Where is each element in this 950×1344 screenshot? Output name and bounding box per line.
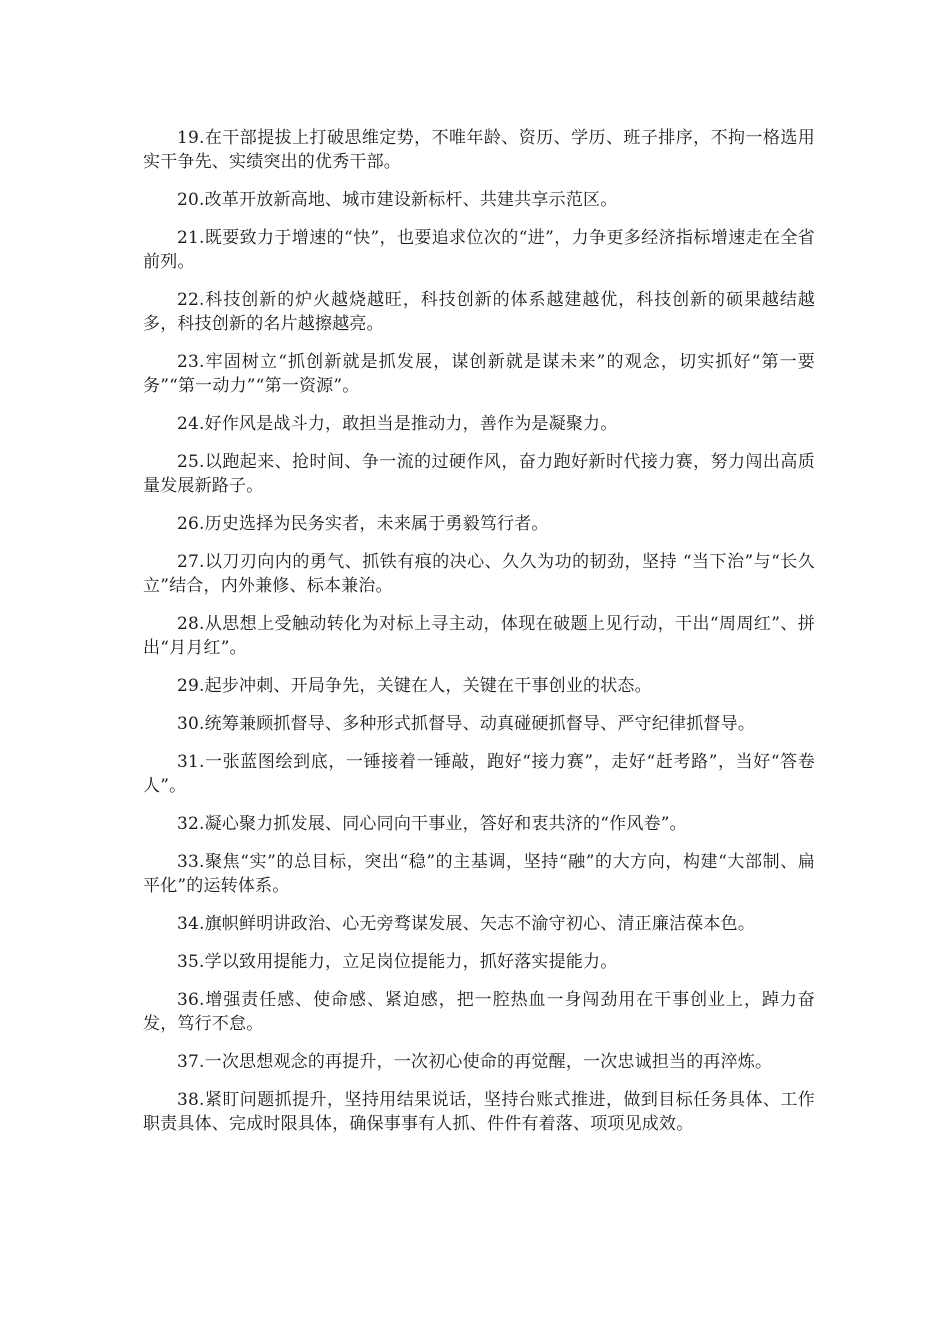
paragraph-27: 27.以刀刃向内的勇气、抓铁有痕的决心、久久为功的韧劲，坚持 “当下治”与“长久立”结合，内外兼修、标本兼治。 xyxy=(143,552,815,596)
paragraph-22: 22.科技创新的炉火越烧越旺，科技创新的体系越建越优，科技创新的硕果越结越多，科技创新的名片越擦越亮。 xyxy=(143,290,815,334)
paragraph-19: 19.在干部提拔上打破思维定势，不唯年龄、资历、学历、班子排序，不拘一格选用实干争先、实绩突出的优秀干部。 xyxy=(143,128,815,172)
paragraph-23: 23.牢固树立“抓创新就是抓发展，谋创新就是谋未来”的观念，切实抓好“第一要务”“第一动力”“第一资源”。 xyxy=(143,352,815,396)
paragraph-29: 29.起步冲刺、开局争先，关键在人，关键在干事创业的状态。 xyxy=(177,676,652,696)
paragraph-36: 36.增强责任感、使命感、紧迫感，把一腔热血一身闯劲用在干事创业上，踔力奋发，笃行不怠。 xyxy=(143,990,815,1034)
paragraph-28: 28.从思想上受触动转化为对标上寻主动，体现在破题上见行动，干出“周周红”、拼出“月月红”。 xyxy=(143,614,815,658)
paragraph-24: 24.好作风是战斗力，敢担当是推动力，善作为是凝聚力。 xyxy=(177,414,618,434)
paragraph-31: 31.一张蓝图绘到底，一锤接着一锤敲，跑好“接力赛”，走好“赶考路”，当好“答卷人”。 xyxy=(143,752,815,796)
paragraph-33: 33.聚焦“实”的总目标，突出“稳”的主基调，坚持“融”的大方向，构建“大部制、扁平化”的运转体系。 xyxy=(143,852,815,896)
paragraph-30: 30.统筹兼顾抓督导、多种形式抓督导、动真碰硬抓督导、严守纪律抓督导。 xyxy=(177,714,756,734)
paragraph-20: 20.改革开放新高地、城市建设新标杆、共建共享示范区。 xyxy=(177,190,618,210)
paragraph-26: 26.历史选择为民务实者，未来属于勇毅笃行者。 xyxy=(177,514,549,534)
paragraph-32: 32.凝心聚力抓发展、同心同向干事业，答好和衷共济的“作风卷”。 xyxy=(177,814,687,834)
document-page xyxy=(143,126,815,1150)
paragraph-37: 37.一次思想观念的再提升，一次初心使命的再觉醒，一次忠诚担当的再淬炼。 xyxy=(177,1052,773,1072)
paragraph-25: 25.以跑起来、抢时间、争一流的过硬作风，奋力跑好新时代接力赛，努力闯出高质量发展新路子。 xyxy=(143,452,815,496)
paragraph-35: 35.学以致用提能力，立足岗位提能力，抓好落实提能力。 xyxy=(177,952,618,972)
paragraph-38: 38.紧盯问题抓提升，坚持用结果说话，坚持台账式推进，做到目标任务具体、工作职责具体、完成时限具体，确保事事有人抓、件件有着落、项项见成效。 xyxy=(143,1090,815,1134)
paragraph-21: 21.既要致力于增速的“快”，也要追求位次的“进”，力争更多经济指标增速走在全省前列。 xyxy=(143,228,815,272)
paragraph-34: 34.旗帜鲜明讲政治、心无旁骛谋发展、矢志不渝守初心、清正廉洁葆本色。 xyxy=(177,914,756,934)
